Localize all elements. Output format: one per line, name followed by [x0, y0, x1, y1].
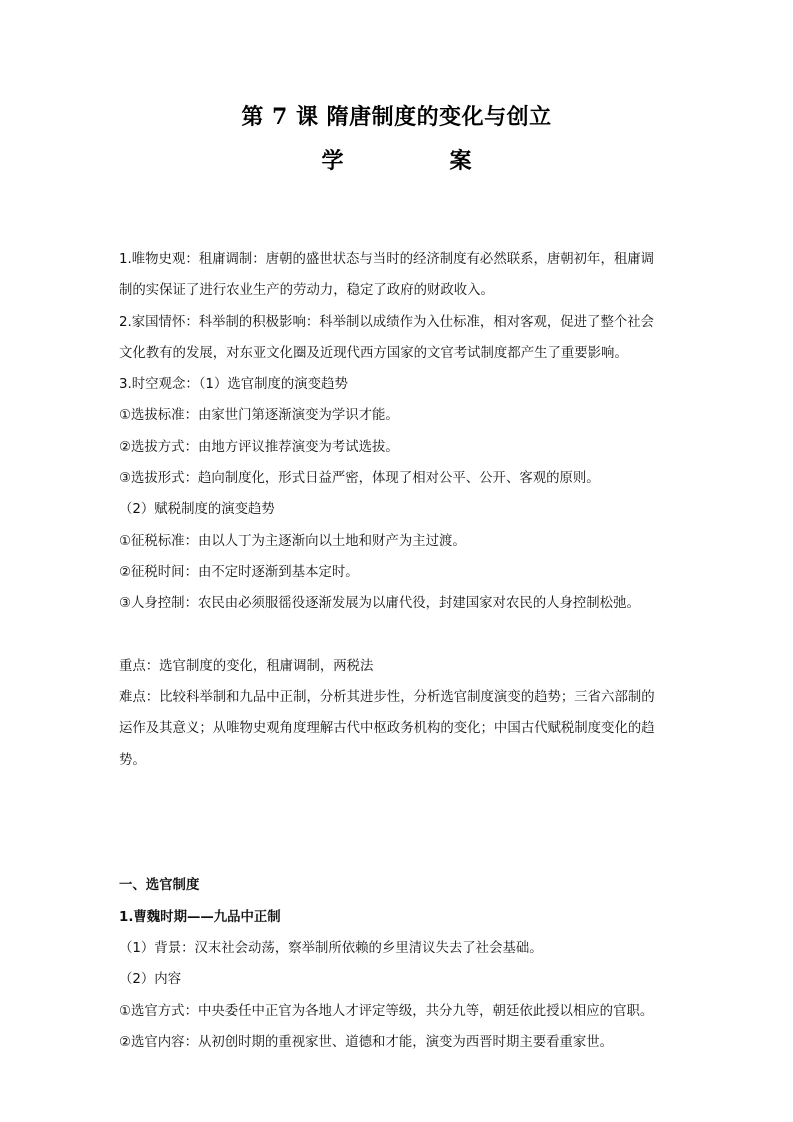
- goal-3-item-2: ②选拔方式：由地方评议推荐演变为考试选拔。: [119, 439, 399, 455]
- goal-4: （2）赋税制度的演变趋势: [119, 502, 275, 518]
- focus-points: 重点：选官制度的变化，租庸调制，两税法: [119, 658, 374, 674]
- goal-4-item-3: ③人身控制：农民由必须服徭役逐渐发展为以庸代役，封建国家对农民的人身控制松弛。: [119, 596, 640, 612]
- goal-3-item-3: ③选拔形式：趋向制度化，形式日益严密，体现了相对公平、公开、客观的原则。: [119, 471, 600, 487]
- spacer: [119, 776, 679, 839]
- goal-2-line-1: 2.家国情怀：科举制的积极影响：科举制以成绩作为入仕标准，相对客观，促进了整个社会: [119, 314, 655, 330]
- goal-1-line-1: 1.唯物史观：租庸调制：唐朝的盛世状态与当时的经济制度有必然联系，唐朝初年，租庸调: [119, 252, 655, 267]
- goal-2-line-2: 文化教有的发展，对东亚文化圈及近现代西方国家的文官考试制度都产生了重要影响。: [119, 345, 628, 361]
- spacer: [119, 620, 679, 651]
- subsection-heading: 1.曹魏时期——九品中正制: [119, 909, 281, 925]
- difficulty-line-2: 运作及其意义；从唯物史观角度理解古代中枢政务机构的变化；中国古代赋税制度变化的趋: [119, 721, 655, 737]
- goal-1-line-2: 制的实保证了进行农业生产的劳动力，稳定了政府的财政收入。: [119, 283, 494, 299]
- section-item-criteria: ②选官内容：从初创时期的重视家世、道德和才能，演变为西晋时期主要看重家世。: [119, 1034, 614, 1050]
- learning-goals: [119, 244, 679, 620]
- key-points: [119, 651, 679, 776]
- section-selection-system: [119, 870, 679, 1058]
- difficulty-line-3: 势。: [119, 752, 146, 768]
- section-item-method: ①选官方式：中央委任中正官为各地人才评定等级，共分九等，朝廷依此授以相应的官职。: [119, 1003, 654, 1019]
- spacer: [119, 839, 679, 870]
- section-item-content: （2）内容: [119, 972, 182, 988]
- lesson-subtitle: 学 案: [321, 148, 514, 174]
- goal-4-item-2: ②征税时间：由不定时逐渐到基本定时。: [119, 564, 359, 580]
- goal-3: 3.时空观念：（1）选官制度的演变趋势: [119, 377, 348, 393]
- document-body: [119, 244, 679, 1058]
- section-item-background: （1）背景：汉末社会动荡，察举制所依赖的乡里清议失去了社会基础。: [119, 940, 543, 956]
- lesson-title: 第 7 课 隋唐制度的变化与创立: [241, 104, 552, 130]
- goal-4-item-1: ①征税标准：由以人丁为主逐渐向以土地和财产为主过渡。: [119, 533, 466, 549]
- goal-3-item-1: ①选拔标准：由家世门第逐渐演变为学识才能。: [119, 408, 399, 424]
- section-heading: 一、选官制度: [119, 878, 200, 894]
- difficulty-line-1: 难点：比较科举制和九品中正制，分析其进步性，分析选官制度演变的趋势；三省六部制的: [119, 690, 655, 706]
